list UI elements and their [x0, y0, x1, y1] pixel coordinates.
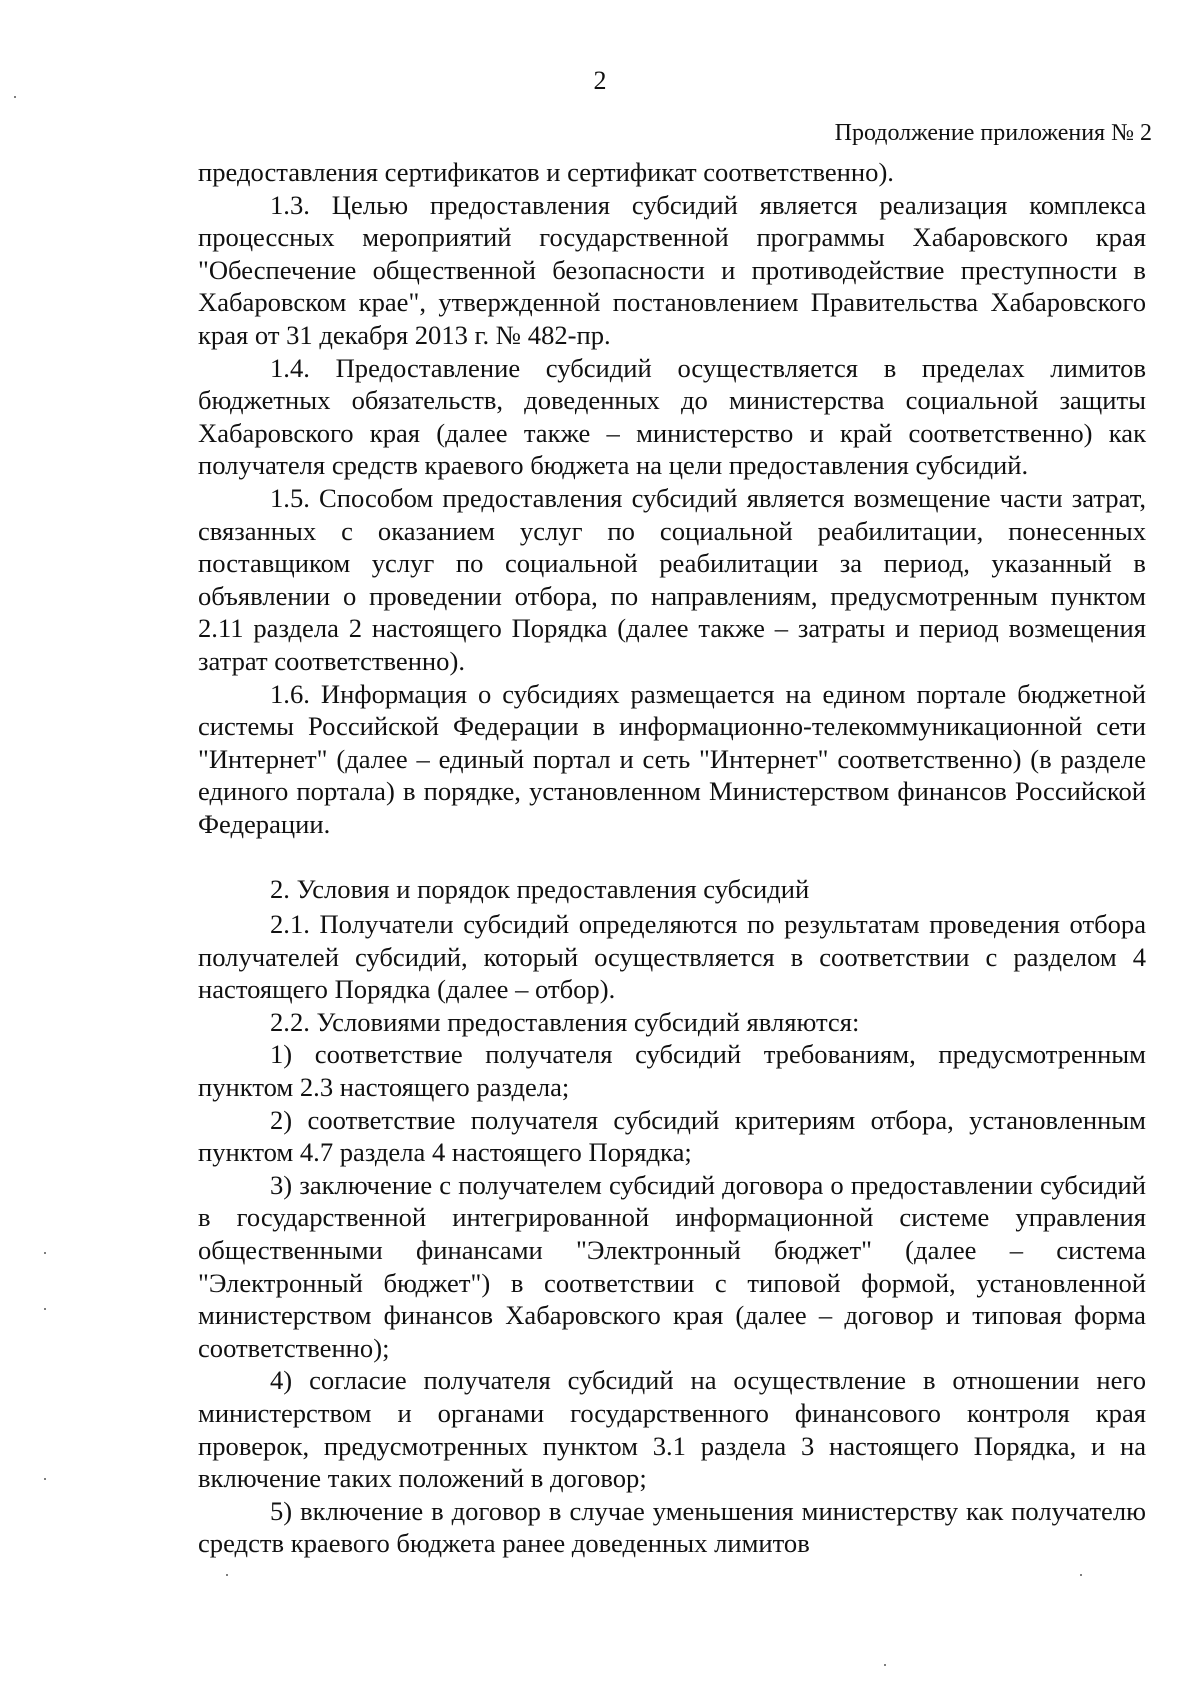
list-item-5: 5) включение в договор в случае уменьшения министерству как получателю средств краевого бюджета ранее доведенных лимитов — [198, 1495, 1146, 1559]
page-number: 2 — [593, 66, 607, 95]
paragraph-continuation: предоставления сертификатов и сертификат соответственно). — [198, 157, 894, 187]
scan-speck — [44, 1252, 46, 1254]
paragraph-1-3: 1.3. Целью предоставления субсидий является реализация комплекса процессных мероприятий государственной программы Хабаровского края "Обеспечение общественной безопасности и противодействие преступности в Хабаровском крае", утвержденной постановлением Правительства Хабаровского края от 31 декабря 2013 г. № 482-пр. — [198, 189, 1146, 350]
scan-speck — [14, 96, 16, 98]
list-item-3: 3) заключение с получателем субсидий договора о предоставлении субсидий в государственной интегрированной информационной системе управления общественными финансами "Электронный бюджет" (далее – система "Электронный бюджет") в соответствии с типовой формой, установленной министерством финансов Хабаровского края (далее – договор и типовая форма соответственно); — [198, 1169, 1146, 1363]
list-item-2: 2) соответствие получателя субсидий критериям отбора, установленным пунктом 4.7 раздела 4 настоящего Порядка; — [198, 1104, 1146, 1168]
scan-speck — [1080, 1574, 1082, 1576]
scan-speck — [44, 1478, 46, 1480]
scan-speck — [44, 1308, 46, 1310]
paragraph-1-5: 1.5. Способом предоставления субсидий является возмещение части затрат, связанных с оказанием услуг по социальной реабилитации, понесенных поставщиком услуг по социальной реабилитации за период, указанный в объявлении о проведении отбора, по направлениям, предусмотренным пунктом 2.11 раздела 2 настоящего Порядка (далее также – затраты и период возмещения затрат соответственно). — [198, 482, 1146, 676]
scan-speck — [226, 1574, 228, 1576]
document-body — [198, 156, 1146, 1560]
section-heading-2: 2. Условия и порядок предоставления субсидий — [270, 874, 810, 905]
list-item-4: 4) согласие получателя субсидий на осуществление в отношении него министерством и органами государственного финансового контроля края проверок, предусмотренных пунктом 3.1 раздела 3 настоящего Порядка, и на включение таких положений в договор; — [198, 1365, 1146, 1494]
running-header: Продолжение приложения № 2 — [834, 120, 1152, 146]
list-item-1: 1) соответствие получателя субсидий требованиям, предусмотренным пунктом 2.3 настоящего раздела; — [198, 1039, 1146, 1103]
paragraph-2-2: 2.2. Условиями предоставления субсидий являются: — [270, 1006, 860, 1037]
paragraph-2-1: 2.1. Получатели субсидий определяются по результатам проведения отбора получателей субсидий, который осуществляется в соответствии с разделом 4 настоящего Порядка (далее – отбор). — [198, 909, 1146, 1005]
paragraph-1-4: 1.4. Предоставление субсидий осуществляется в пределах лимитов бюджетных обязательств, доведенных до министерства социальной защиты Хабаровского края (далее также – министерство и край соответственно) как получателя средств краевого бюджета на цели предоставления субсидий. — [198, 352, 1146, 481]
paragraph-1-6: 1.6. Информация о субсидиях размещается на едином портале бюджетной системы Российской Федерации в информационно-телекоммуникационной сети "Интернет" (далее – единый портал и сеть "Интернет" соответственно) (в разделе единого портала) в порядке, установленном Министерством финансов Российской Федерации. — [198, 678, 1146, 839]
scan-speck — [884, 1664, 886, 1666]
